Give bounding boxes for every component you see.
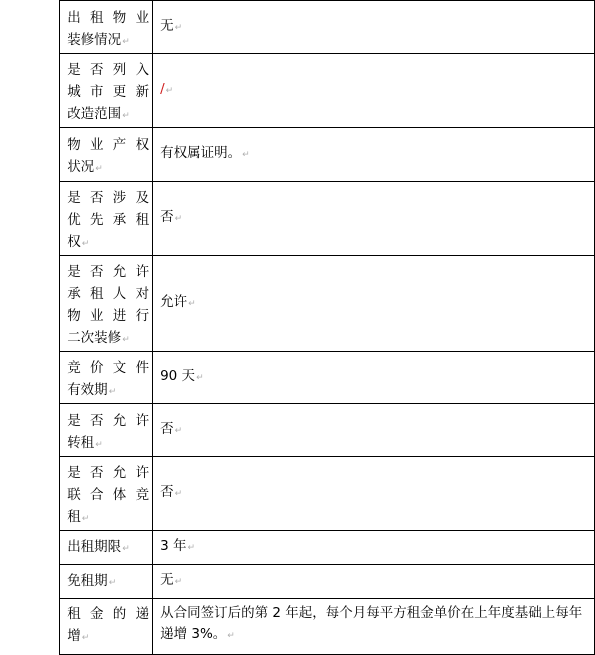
value-text: 90 天: [160, 368, 196, 384]
paragraph-mark-icon: ↵: [122, 335, 130, 345]
paragraph-mark-icon: ↵: [196, 373, 204, 383]
label-cell: [60, 457, 153, 531]
label-cell: [60, 531, 153, 565]
label-line: 转租: [67, 434, 95, 451]
label-cell: [60, 565, 153, 599]
label-line: 是否允许: [67, 412, 150, 429]
value-cell: [153, 352, 595, 404]
label-line: 租金的递: [67, 606, 150, 622]
value-cell: [153, 404, 595, 457]
value-cell: [153, 531, 595, 565]
paragraph-mark-icon: ↵: [188, 299, 196, 309]
value-cell: [153, 182, 595, 256]
label-line: 联合体竞: [67, 487, 150, 503]
label-line: 免租期: [67, 572, 108, 589]
label-line: 出租期限: [67, 538, 122, 555]
label-cell: [60, 1, 153, 54]
paragraph-mark-icon: ↵: [165, 86, 174, 96]
value-cell: [153, 128, 595, 182]
label-line: 物业进行: [67, 308, 150, 324]
label-line: 是否涉及: [67, 190, 150, 206]
paragraph-mark-icon: ↵: [122, 543, 130, 554]
label-line: 改造范围: [67, 106, 122, 122]
paragraph-mark-icon: ↵: [174, 214, 183, 224]
value-cell: [153, 54, 595, 128]
value-text: 否: [160, 420, 174, 437]
paragraph-mark-icon: ↵: [242, 150, 250, 160]
label-line: 物业产权: [67, 137, 150, 153]
label-line: 竞价文件: [67, 360, 150, 376]
label-cell: [60, 128, 153, 182]
value-text: 无: [160, 17, 174, 34]
label-line: 城市更新: [67, 84, 150, 100]
value-cell: [153, 457, 595, 531]
value-text: 无: [160, 572, 174, 588]
paragraph-mark-icon: ↵: [95, 164, 103, 174]
label-cell: [60, 599, 153, 655]
label-cell: [60, 182, 153, 256]
paragraph-mark-icon: ↵: [108, 577, 117, 588]
paragraph-mark-icon: ↵: [187, 543, 196, 553]
paragraph-mark-icon: ↵: [227, 631, 235, 641]
label-line: 有效期: [67, 382, 108, 398]
paragraph-mark-icon: ↵: [95, 439, 103, 450]
label-line: 增: [67, 628, 81, 644]
value-cell: [153, 256, 595, 352]
value-text: 从合同签订后的第 2 年起，每个月每平方租金单价在上年度基础上每年递增 3%。: [160, 605, 583, 642]
value-cell: [153, 1, 595, 54]
label-line: 权: [67, 234, 81, 250]
label-cell: [60, 352, 153, 404]
value-text: 否: [160, 209, 174, 225]
label-cell: [60, 404, 153, 457]
label-line: 装修情况: [67, 31, 122, 48]
paragraph-mark-icon: ↵: [122, 111, 130, 121]
value-text: 否: [160, 484, 174, 500]
paragraph-mark-icon: ↵: [81, 514, 90, 524]
value-cell: [153, 599, 595, 655]
paragraph-mark-icon: ↵: [122, 36, 130, 47]
paragraph-mark-icon: ↵: [108, 387, 117, 397]
label-cell: [60, 54, 153, 128]
label-line: 优先承租: [67, 212, 150, 228]
paragraph-mark-icon: ↵: [174, 22, 183, 33]
paragraph-mark-icon: ↵: [174, 577, 183, 587]
label-cell: [60, 256, 153, 352]
label-line: 是否允许: [67, 264, 150, 280]
outer-left-column: [0, 1, 60, 655]
label-line: 是否列入: [67, 62, 150, 78]
value-text: /: [160, 81, 165, 97]
label-line: 承租人对: [67, 286, 150, 302]
paragraph-mark-icon: ↵: [81, 239, 90, 249]
label-line: 出租物业: [67, 9, 150, 26]
value-cell: [153, 565, 595, 599]
paragraph-mark-icon: ↵: [81, 633, 90, 643]
label-line: 租: [67, 509, 81, 525]
value-text: 3 年: [160, 538, 187, 554]
value-text: 有权属证明。: [160, 145, 242, 161]
label-line: 是否允许: [67, 465, 150, 481]
paragraph-mark-icon: ↵: [174, 425, 183, 436]
label-line: 二次装修: [67, 330, 122, 346]
label-line: 状况: [67, 159, 95, 175]
paragraph-mark-icon: ↵: [174, 489, 183, 499]
value-text: 允许: [160, 294, 188, 310]
